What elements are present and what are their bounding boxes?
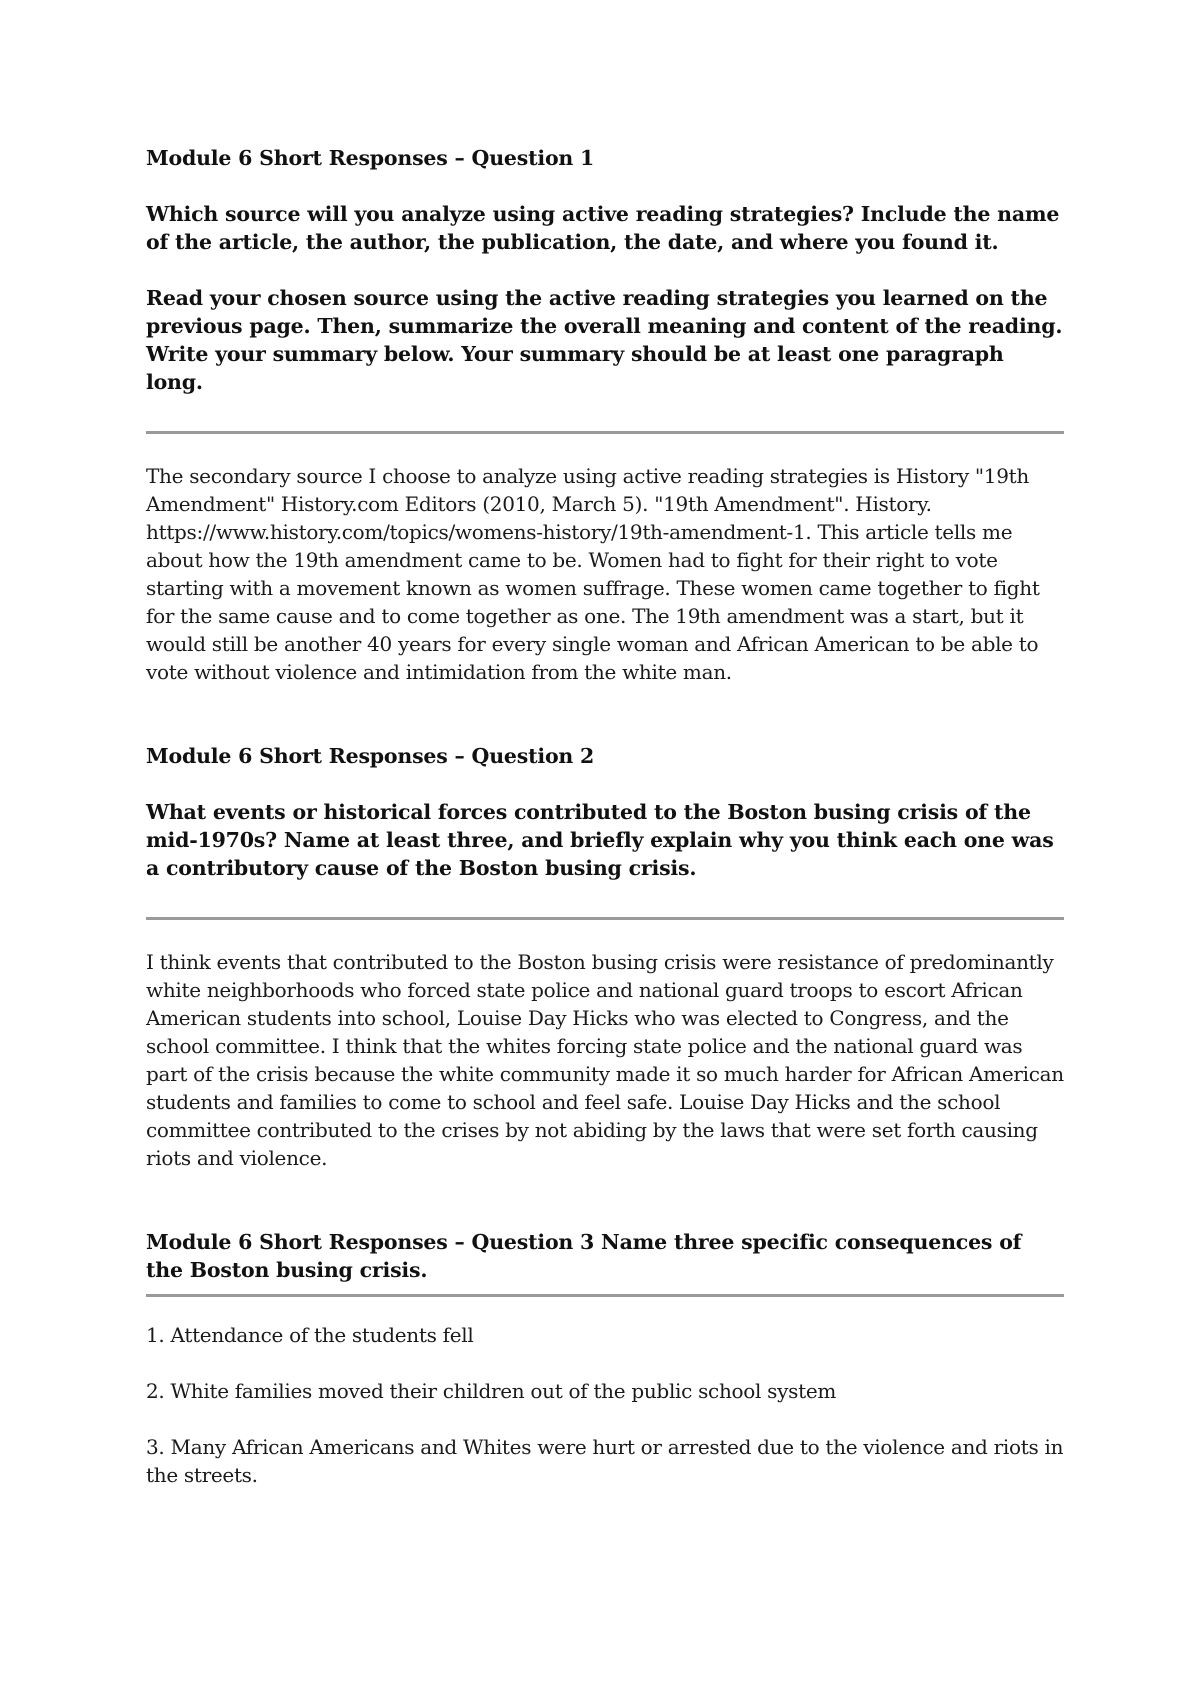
question-3-heading: Module 6 Short Responses – Question 3 Name three specific consequences of the Boston busing crisis. [146, 1230, 1022, 1282]
question-2-prompt: What events or historical forces contributed to the Boston busing crisis of the mid-1970s? Name at least three, and briefly explain why you think each one was a contributory cause of the Boston busing crisis. [146, 800, 1054, 880]
question-2-answer: I think events that contributed to the Boston busing crisis were resistance of predominantly white neighborhoods who forced state police and national guard troops to escort African American students into school, Louise Day Hicks who was elected to Congress, and the school committee. I think that the whites forcing state police and the national guard was part of the crisis because the white community made it so much harder for African American students and families to come to school and feel safe. Louise Day Hicks and the school committee contributed to the crises by not abiding by the laws that were set forth causing riots and violence. [146, 950, 1064, 1170]
consequence-item-3: 3. Many African Americans and Whites were hurt or arrested due to the violence and riots in the streets. [146, 1435, 1064, 1487]
question-1-prompt-summary: Read your chosen source using the active reading strategies you learned on the previous page. Then, summarize the overall meaning and content of the reading. Write your summary below. Your summary should be at least one paragraph long. [146, 286, 1063, 394]
question-1-answer: The secondary source I choose to analyze using active reading strategies is History "19th Amendment" History.com Editors (2010, March 5). "19th Amendment". History. https://www.history.com/topics/womens-history/19th-amendment-1. This article tells me about how the 19th amendment came to be. Women had to fight for their right to vote starting with a movement known as women suffrage. These women came together to fight for the same cause and to come together as one. The 19th amendment was a start, but it would still be another 40 years for every single woman and African American to be able to vote without violence and intimidation from the white man. [146, 464, 1040, 684]
question-1-prompt-source: Which source will you analyze using active reading strategies? Include the name of the article, the author, the publication, the date, and where you found it. [146, 202, 1060, 254]
question-2-heading: Module 6 Short Responses – Question 2 [146, 744, 595, 768]
consequence-item-2: 2. White families moved their children out of the public school system [146, 1379, 837, 1403]
question-1-heading: Module 6 Short Responses – Question 1 [146, 146, 595, 170]
consequence-item-1: 1. Attendance of the students fell [146, 1323, 474, 1347]
document-page [146, 144, 1064, 1489]
